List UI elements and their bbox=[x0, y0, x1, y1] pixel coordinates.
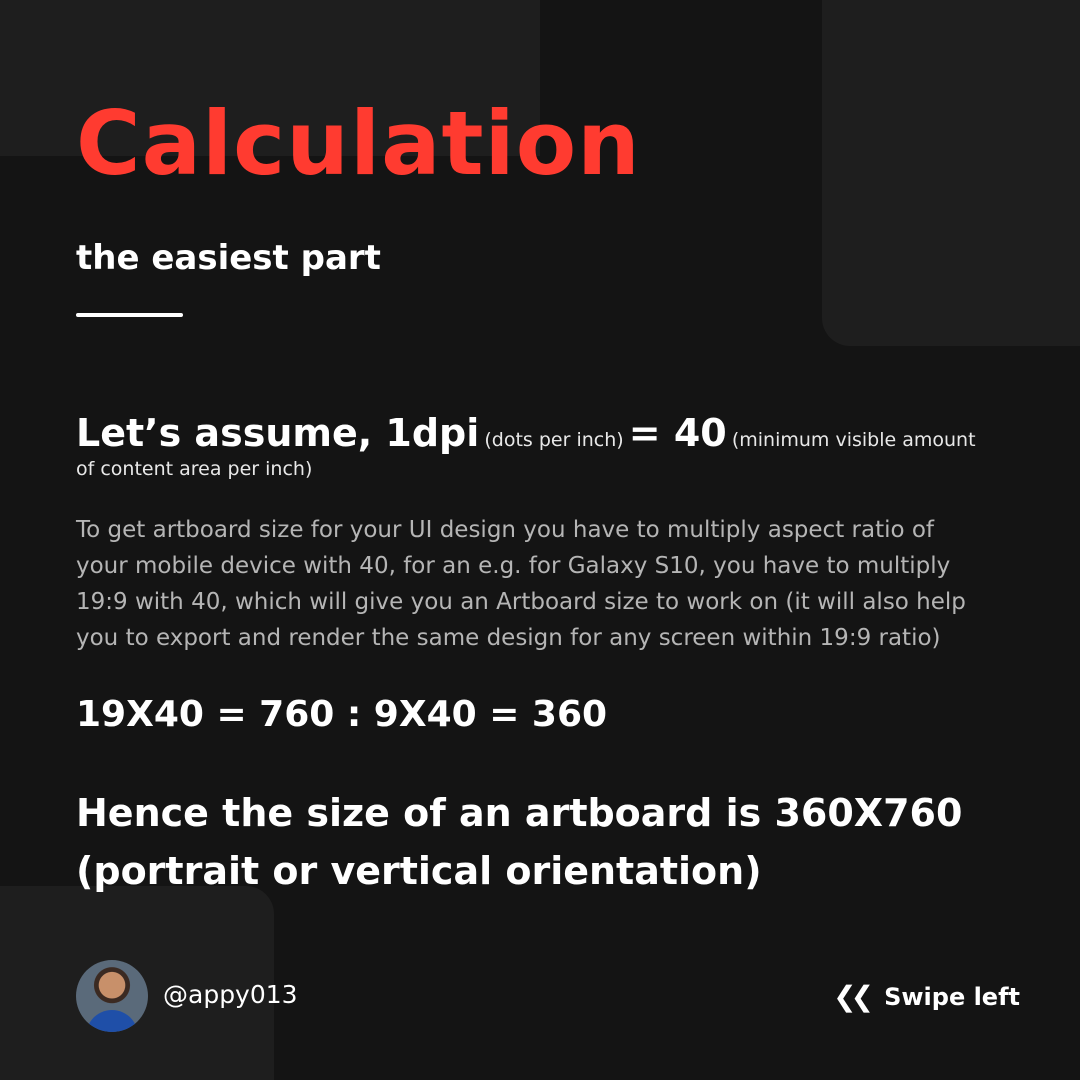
assumption-statement bbox=[76, 410, 996, 481]
avatar[interactable] bbox=[76, 960, 148, 1032]
page-subtitle: the easiest part bbox=[76, 238, 381, 278]
conclusion bbox=[76, 784, 976, 900]
page-title: Calculation bbox=[76, 92, 641, 195]
assumption-lead: Let’s assume, 1dpi bbox=[76, 411, 480, 455]
bg-panel-top-right bbox=[822, 0, 1080, 346]
avatar-shirt bbox=[86, 1010, 138, 1032]
swipe-label: Swipe left bbox=[884, 982, 1020, 1011]
assumption-note-content: (minimum visible amount of content area per inch) bbox=[76, 429, 976, 480]
explanation-paragraph: To get artboard size for your UI design you have to multiply aspect ratio of your mobile device with 40, for an e.g. for Galaxy S10, you have to multiply 19:9 with 40, which will give you an Artboard size to work on (it will also help you to export and render the same design for any screen within 19:9 ratio) bbox=[76, 517, 966, 651]
assumption-equals: = 40 bbox=[628, 411, 727, 455]
title-divider bbox=[76, 313, 183, 317]
conclusion-line-2: (portrait or vertical orientation) bbox=[76, 849, 762, 893]
author-handle[interactable]: @appy013 bbox=[163, 980, 298, 1009]
swipe-left-button[interactable] bbox=[833, 980, 1020, 1013]
assumption-note-dpi: (dots per inch) bbox=[484, 429, 624, 451]
conclusion-line-1: Hence the size of an artboard is 360X760 bbox=[76, 791, 963, 835]
calculation-line: 19X40 = 760 : 9X40 = 360 bbox=[76, 694, 608, 735]
double-chevron-left-icon: ❮❮ bbox=[833, 980, 869, 1013]
